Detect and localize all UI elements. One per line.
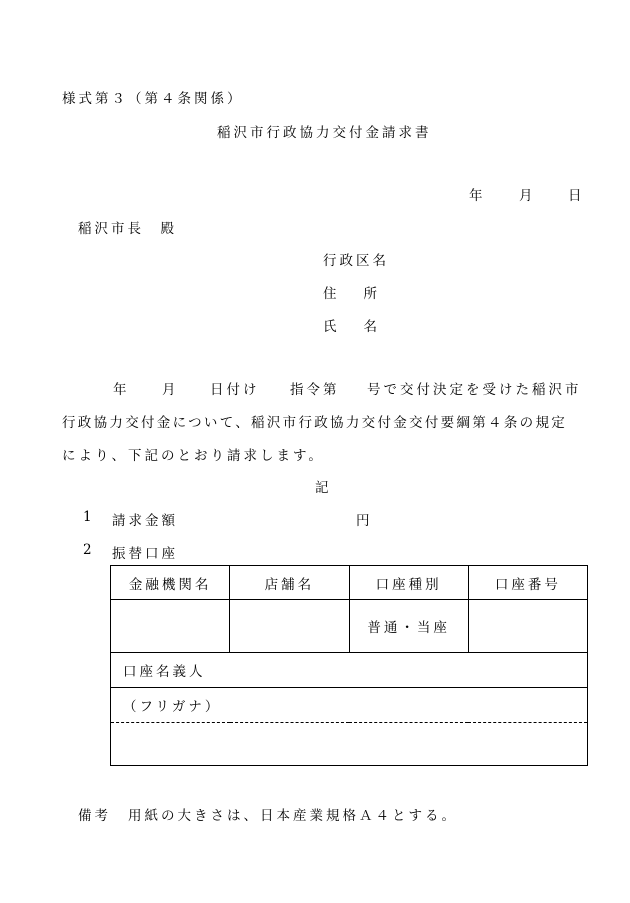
account-holder-label: 口座名義人 bbox=[111, 653, 588, 688]
page-title: 稲沢市行政協力交付金請求書 bbox=[217, 125, 432, 141]
header-bank-name: 金融機関名 bbox=[111, 566, 230, 600]
date-day-label: 日 bbox=[568, 188, 582, 204]
account-type-value: 普通・当座 bbox=[349, 600, 468, 653]
account-table bbox=[110, 565, 588, 766]
header-account-number: 口座番号 bbox=[468, 566, 587, 600]
body-line1-rest: 号で交付決定を受けた稲沢市 bbox=[367, 382, 582, 398]
bank-name-field[interactable] bbox=[111, 600, 230, 653]
item-1-unit: 円 bbox=[356, 513, 370, 529]
date-year-label: 年 bbox=[469, 188, 483, 204]
addressee: 稲沢市長 殿 bbox=[78, 221, 177, 237]
body-month: 月 bbox=[162, 382, 176, 398]
body-line2: 行政協力交付金について、稲沢市行政協力交付金交付要綱第４条の規定 bbox=[62, 415, 568, 431]
header-branch-name: 店舗名 bbox=[230, 566, 349, 600]
body-year: 年 bbox=[113, 382, 127, 398]
item-2-number: 2 bbox=[83, 542, 92, 558]
note-label: 備考 bbox=[78, 808, 111, 824]
district-label: 行政区名 bbox=[323, 253, 389, 269]
name-label: 氏 名 bbox=[323, 319, 377, 335]
header-account-type: 口座種別 bbox=[349, 566, 468, 600]
address-label: 住 所 bbox=[323, 286, 377, 302]
account-holder-field[interactable] bbox=[111, 723, 588, 766]
item-1-label: 請求金額 bbox=[112, 513, 178, 529]
date-month-label: 月 bbox=[519, 188, 533, 204]
form-number: 様式第３（第４条関係） bbox=[62, 91, 244, 107]
body-dated: 日付け bbox=[210, 382, 260, 398]
body-line3: により、下記のとおり請求します。 bbox=[62, 448, 325, 464]
ki-heading: 記 bbox=[315, 480, 329, 496]
branch-name-field[interactable] bbox=[230, 600, 349, 653]
note-text: 用紙の大きさは、日本産業規格Ａ４とする。 bbox=[128, 808, 458, 824]
item-2-label: 振替口座 bbox=[112, 546, 178, 562]
account-number-field[interactable] bbox=[468, 600, 587, 653]
body-directive: 指令第 bbox=[290, 382, 340, 398]
item-1-number: 1 bbox=[83, 509, 92, 525]
furigana-label: （フリガナ） bbox=[111, 688, 588, 723]
